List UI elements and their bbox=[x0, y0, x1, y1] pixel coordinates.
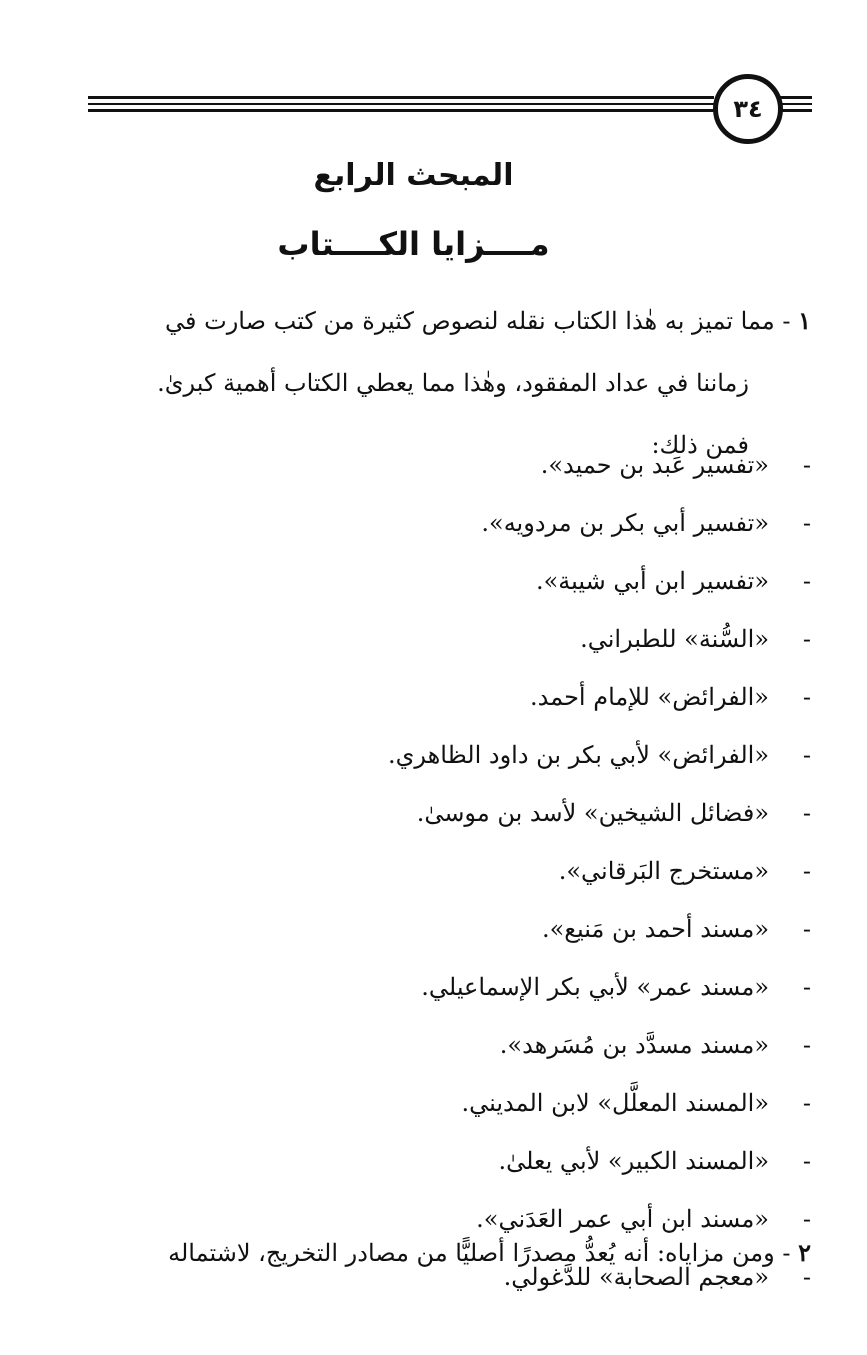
list-item bbox=[71, 958, 811, 1016]
lost-books-list bbox=[71, 436, 811, 1306]
list-item-text: «مسند أحمد بن مَنيع». bbox=[541, 915, 769, 943]
list-item-text: «مسند ابن أبي عمر العَدَني». bbox=[476, 1205, 769, 1233]
list-dash: - bbox=[802, 1031, 811, 1059]
page-title: مــــزايا الكــــتاب bbox=[277, 225, 550, 263]
list-item-text: «معجم الصحابة» للدَّغولي. bbox=[503, 1263, 769, 1291]
point-number: ٢ bbox=[798, 1238, 811, 1267]
list-item-text: «فضائل الشيخين» لأسد بن موسىٰ. bbox=[416, 799, 769, 827]
header-rule bbox=[88, 96, 714, 99]
list-item-text: «تفسير عَبد بن حميد». bbox=[540, 451, 769, 479]
point-2-line-1 bbox=[71, 1222, 811, 1284]
list-item bbox=[71, 1132, 811, 1190]
header-rule-right bbox=[778, 96, 812, 99]
section-heading: المبحث الرابع bbox=[313, 158, 514, 193]
list-dash: - bbox=[802, 1147, 811, 1175]
list-dash: - bbox=[802, 1263, 811, 1291]
list-dash: - bbox=[802, 1089, 811, 1117]
list-dash: - bbox=[802, 683, 811, 711]
list-item bbox=[71, 1074, 811, 1132]
list-item bbox=[71, 842, 811, 900]
list-item-text: «السُّنة» للطبراني. bbox=[580, 625, 769, 653]
point-text: - مما تميز به هٰذا الكتاب نقله لنصوص كثيرة من كتب صارت في bbox=[165, 307, 791, 335]
list-dash: - bbox=[802, 973, 811, 1001]
list-item-text: «مسند مسدَّد بن مُسَرهد». bbox=[499, 1031, 769, 1059]
header-rule-right bbox=[778, 109, 812, 112]
list-dash: - bbox=[802, 915, 811, 943]
list-item bbox=[71, 900, 811, 958]
list-dash: - bbox=[802, 567, 811, 595]
point-1-line-1 bbox=[71, 290, 811, 352]
list-item-text: «تفسير ابن أبي شيبة». bbox=[535, 567, 769, 595]
list-dash: - bbox=[802, 857, 811, 885]
list-item bbox=[71, 784, 811, 842]
list-item bbox=[71, 610, 811, 668]
list-dash: - bbox=[802, 625, 811, 653]
list-item bbox=[71, 436, 811, 494]
header-rule-right bbox=[778, 103, 812, 105]
list-item-text: «مسند عمر» لأبي بكر الإسماعيلي. bbox=[421, 973, 769, 1001]
list-item-text: «الفرائض» لأبي بكر بن داود الظاهري. bbox=[387, 741, 769, 769]
point-text: - ومن مزاياه: أنه يُعدُّ مصدرًا أصليًّا من مصادر التخريج، لاشتماله bbox=[168, 1239, 791, 1267]
list-item bbox=[71, 552, 811, 610]
list-item bbox=[71, 726, 811, 784]
list-item bbox=[71, 1016, 811, 1074]
point-2 bbox=[71, 1222, 811, 1284]
list-dash: - bbox=[802, 451, 811, 479]
list-item bbox=[71, 668, 811, 726]
header-rule bbox=[88, 109, 714, 112]
list-item-text: «المسند الكبير» لأبي يعلىٰ. bbox=[498, 1147, 769, 1175]
list-item-text: «الفرائض» للإمام أحمد. bbox=[529, 683, 769, 711]
point-number: ١ bbox=[798, 306, 811, 335]
list-dash: - bbox=[802, 799, 811, 827]
header-rule bbox=[88, 103, 714, 105]
page-number: ٣٤ bbox=[713, 74, 783, 144]
list-dash: - bbox=[802, 1205, 811, 1233]
list-dash: - bbox=[802, 741, 811, 769]
list-item-text: «تفسير أبي بكر بن مردويه». bbox=[481, 509, 769, 537]
list-dash: - bbox=[802, 509, 811, 537]
point-1-line-2: زماننا في عداد المفقود، وهٰذا مما يعطي الكتاب أهمية كبرىٰ. bbox=[157, 369, 749, 397]
list-intro: فمن ذلك: bbox=[651, 431, 749, 459]
list-item bbox=[71, 494, 811, 552]
list-item-text: «المسند المعلَّل» لابن المديني. bbox=[461, 1089, 769, 1117]
list-item-text: «مستخرج البَرقاني». bbox=[558, 857, 769, 885]
